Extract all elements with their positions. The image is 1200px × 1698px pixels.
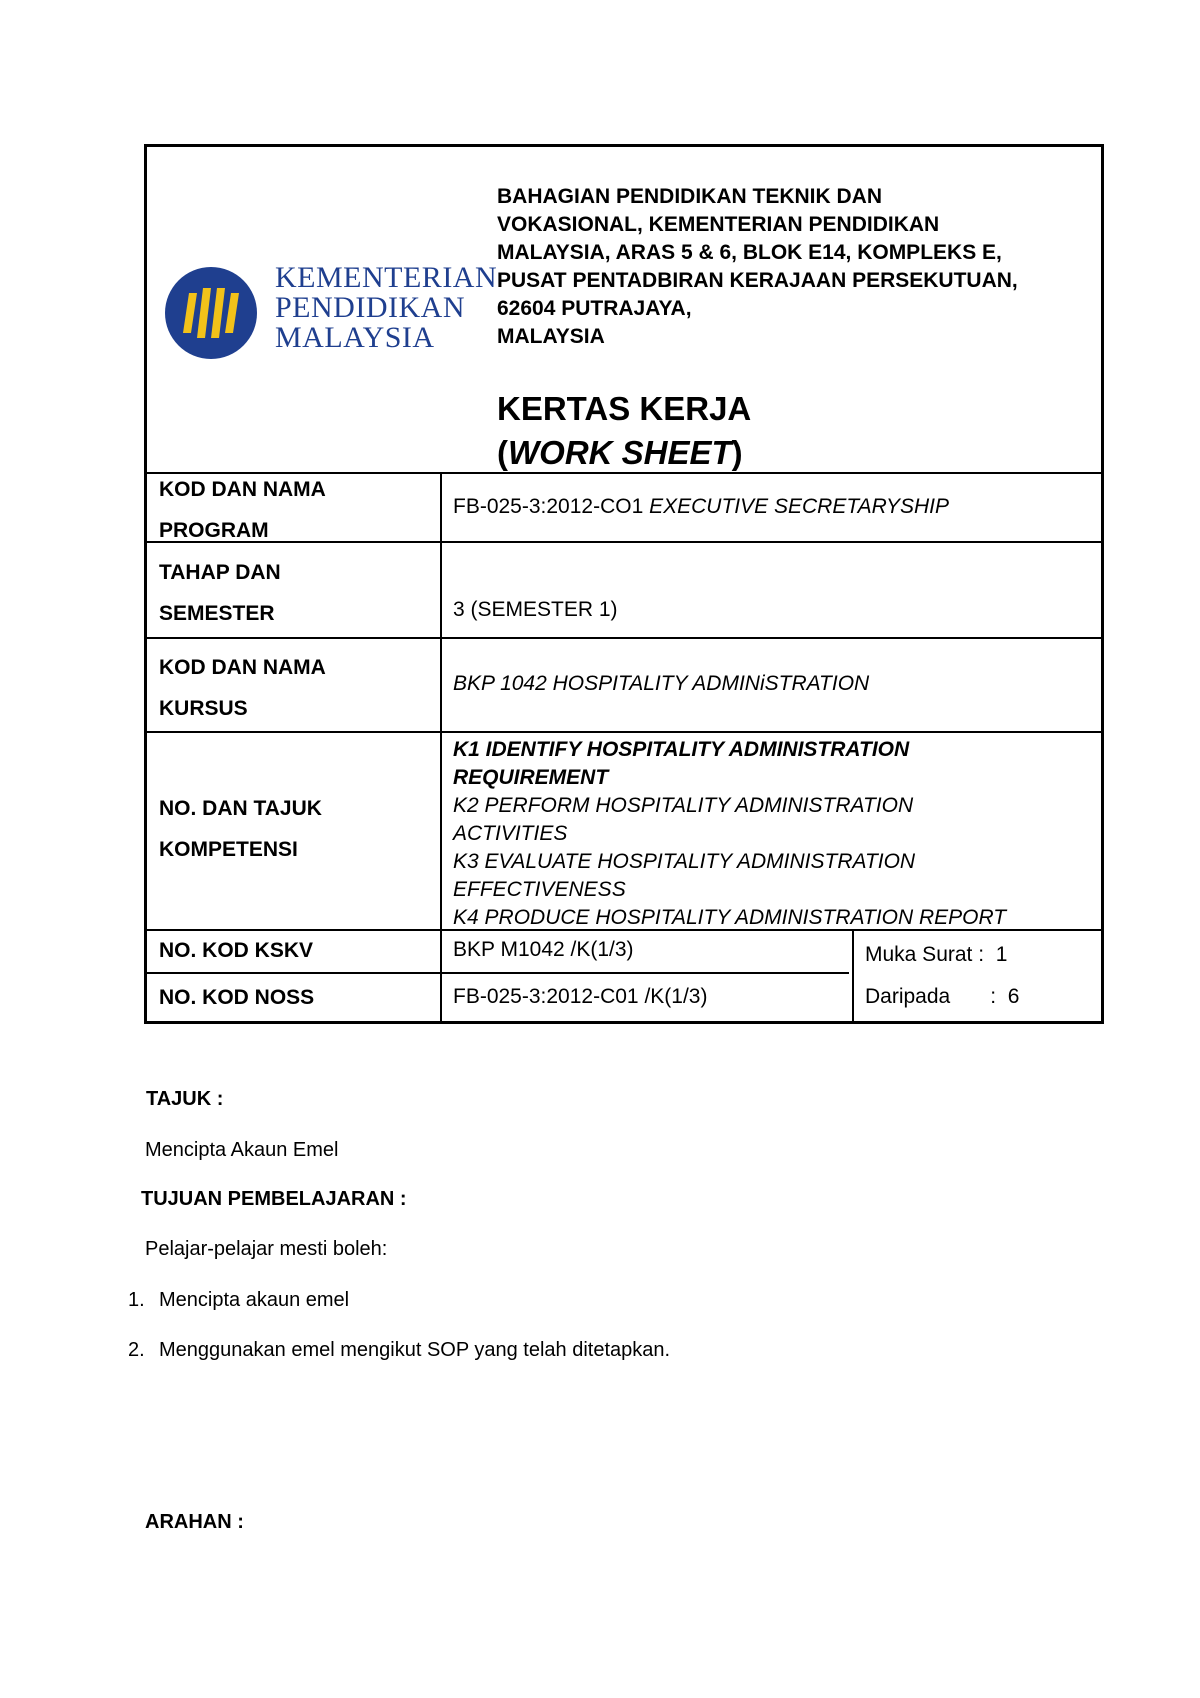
- tujuan-label: TUJUAN PEMBELAJARAN :: [141, 1188, 407, 1210]
- divider: [147, 972, 849, 974]
- logo-line-2: PENDIDIKAN: [275, 291, 465, 324]
- kskv-label: NO. KOD KSKV: [159, 939, 314, 962]
- arahan-label: ARAHAN :: [145, 1511, 244, 1533]
- tajuk-label: TAJUK :: [146, 1088, 224, 1110]
- kompetensi-line: EFFECTIVENESS: [453, 878, 626, 901]
- logo-line-1: KEMENTERIAN: [275, 261, 498, 294]
- program-name: EXECUTIVE SECRETARYSHIP: [649, 495, 950, 518]
- program-label: [159, 469, 326, 551]
- title-line-2: [497, 431, 751, 475]
- worksheet-header-table: [144, 144, 1104, 1024]
- tahap-label: [159, 552, 281, 634]
- address-line: PUSAT PENTADBIRAN KERAJAAN PERSEKUTUAN,: [497, 269, 1018, 292]
- ministry-emblem-icon: [161, 263, 261, 363]
- label-line: TAHAP DAN: [159, 561, 281, 584]
- objective-number: 1.: [128, 1289, 145, 1311]
- address-line: MALAYSIA, ARAS 5 & 6, BLOK E14, KOMPLEKS E,: [497, 241, 1002, 264]
- title-line-1: KERTAS KERJA: [497, 390, 752, 427]
- daripada-label: Daripada: [865, 985, 951, 1008]
- muka-surat: [865, 941, 1007, 969]
- label-line: KOMPETENSI: [159, 838, 298, 861]
- ministry-address: [497, 183, 1097, 351]
- divider: [440, 472, 442, 1024]
- daripada-value: 6: [1007, 985, 1020, 1008]
- label-line: SEMESTER: [159, 602, 275, 625]
- tajuk-value: Mencipta Akaun Emel: [145, 1139, 339, 1161]
- kompetensi-line: REQUIREMENT: [453, 766, 609, 789]
- objective-text: Mencipta akaun emel: [159, 1289, 350, 1311]
- ministry-logo-text: [275, 263, 497, 353]
- kompetensi-label: [159, 788, 322, 870]
- program-value: [453, 493, 949, 521]
- noss-value: FB-025-3:2012-C01 /K(1/3): [453, 985, 708, 1008]
- label-line: PROGRAM: [159, 519, 269, 542]
- objective-text: Menggunakan emel mengikut SOP yang telah ditetapkan.: [159, 1339, 671, 1361]
- kompetensi-line: K1 IDENTIFY HOSPITALITY ADMINISTRATION: [453, 738, 910, 761]
- noss-label: NO. KOD NOSS: [159, 986, 315, 1009]
- ministry-logo: [161, 261, 498, 363]
- muka-surat-value: 1: [995, 943, 1008, 966]
- kursus-value: BKP 1042 HOSPITALITY ADMINiSTRATION: [453, 672, 870, 695]
- label-line: KOD DAN NAMA: [159, 478, 326, 501]
- kursus-label: [159, 647, 326, 729]
- title-paren-open: (: [497, 434, 508, 471]
- logo-line-3: MALAYSIA: [275, 321, 435, 354]
- address-line: MALAYSIA: [497, 325, 605, 348]
- address-line: 62604 PUTRAJAYA,: [497, 297, 692, 320]
- daripada: [865, 983, 1019, 1011]
- title-italic: WORK SHEET: [508, 434, 732, 471]
- address-line: BAHAGIAN PENDIDIKAN TEKNIK DAN: [497, 185, 883, 208]
- tujuan-intro: Pelajar-pelajar mesti boleh:: [145, 1238, 388, 1260]
- label-line: KURSUS: [159, 697, 248, 720]
- divider: [852, 929, 854, 1024]
- address-line: VOKASIONAL, KEMENTERIAN PENDIDIKAN: [497, 213, 940, 236]
- muka-surat-label: Muka Surat :: [865, 943, 985, 966]
- kompetensi-line: ACTIVITIES: [453, 822, 568, 845]
- objective-number: 2.: [128, 1339, 145, 1361]
- kompetensi-list: [453, 736, 1006, 932]
- label-line: NO. DAN TAJUK: [159, 797, 322, 820]
- daripada-colon: :: [990, 985, 997, 1008]
- worksheet-title: [497, 387, 751, 475]
- tahap-value: 3 (SEMESTER 1): [453, 598, 618, 621]
- divider: [147, 731, 1101, 733]
- kompetensi-line: K2 PERFORM HOSPITALITY ADMINISTRATION: [453, 794, 914, 817]
- kompetensi-line: K4 PRODUCE HOSPITALITY ADMINISTRATION REPORT: [453, 906, 1007, 929]
- kompetensi-line: K3 EVALUATE HOSPITALITY ADMINISTRATION: [453, 850, 916, 873]
- title-paren-close: ): [731, 434, 743, 471]
- label-line: KOD DAN NAMA: [159, 656, 326, 679]
- divider: [147, 637, 1101, 639]
- program-code: FB-025-3:2012-CO1: [453, 495, 644, 518]
- kskv-value: BKP M1042 /K(1/3): [453, 938, 634, 961]
